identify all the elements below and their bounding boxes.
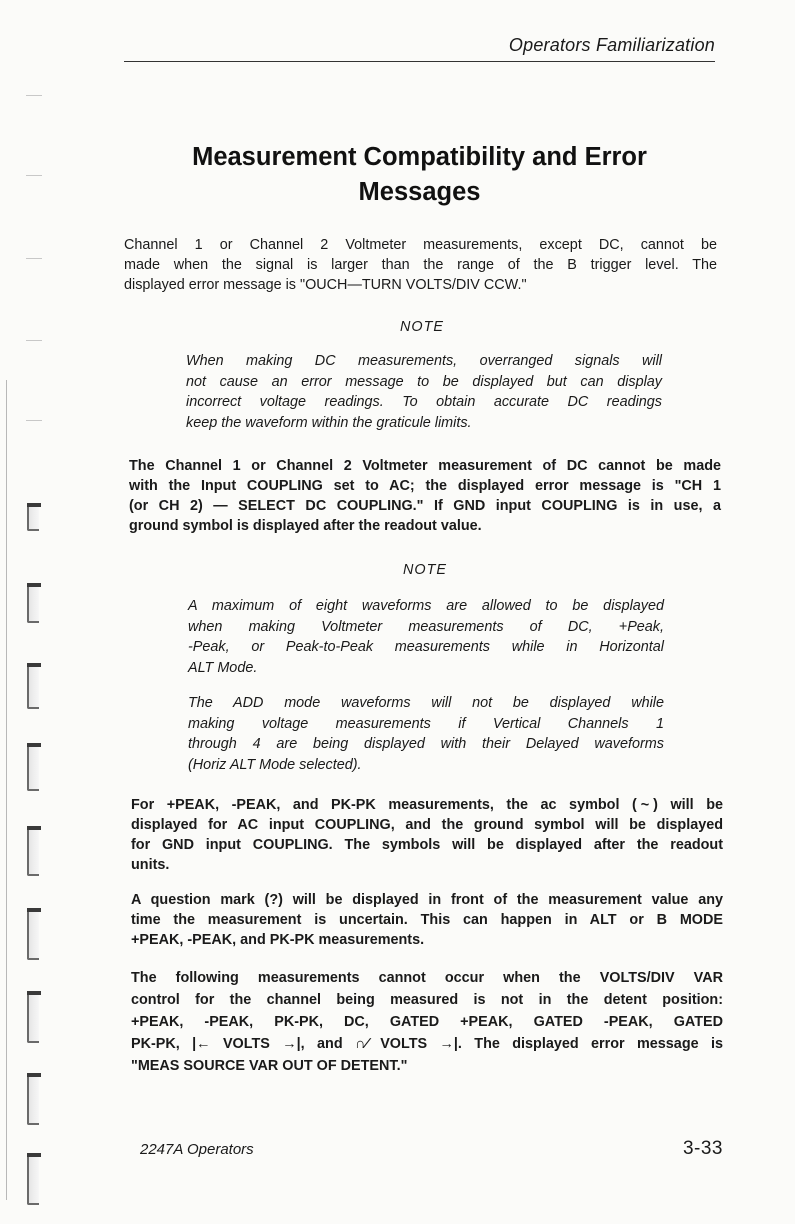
paragraph-var-detent <box>131 967 723 1077</box>
note-overrange <box>186 351 662 434</box>
text-line: -Peak, or Peak-to-Peak measurements while in Horizontal <box>188 639 664 656</box>
paragraph-range-error <box>124 235 717 295</box>
end-marker-icon: →| <box>439 1036 458 1052</box>
binding-hole <box>27 1155 39 1205</box>
section-title-line: Measurement Compatibility and Error <box>192 143 647 171</box>
binding-hole <box>27 910 39 960</box>
end-marker-icon: →| <box>282 1036 301 1052</box>
note-waveform-limit <box>188 596 664 679</box>
binding-tick <box>26 258 42 259</box>
text-line: not cause an error message to be displayed but can display <box>186 373 662 390</box>
slope-symbol-icon: ∩∕ <box>355 1036 368 1052</box>
text-segment: . The displayed error message is <box>457 1036 723 1052</box>
text-line: ALT Mode. <box>188 660 258 677</box>
paragraph-question-mark <box>131 890 723 950</box>
header-rule <box>124 61 715 62</box>
binding-hole <box>27 828 39 876</box>
text-line: for GND input COUPLING. The symbols will be displayed after the readout <box>131 837 723 853</box>
text-line: +PEAK, -PEAK, PK-PK, DC, GATED +PEAK, GATED -PEAK, GATED <box>131 1014 723 1030</box>
text-line: displayed error message is "OUCH—TURN VOLTS/DIV CCW." <box>124 277 527 293</box>
text-line: ground symbol is displayed after the readout value. <box>129 518 482 534</box>
binding-hole <box>27 665 39 709</box>
binding-tick <box>26 175 42 176</box>
binding-hole <box>27 505 39 531</box>
binding-hole <box>27 1075 39 1125</box>
text-segment: VOLTS <box>367 1036 440 1052</box>
text-line: (or CH 2) — SELECT DC COUPLING." If GND input COUPLING is in use, a <box>129 498 721 514</box>
text-line: Channel 1 or Channel 2 Voltmeter measurements, except DC, cannot be <box>124 237 717 253</box>
text-line: through 4 are being displayed with their Delayed waveforms <box>188 736 664 753</box>
text-line: time the measurement is uncertain. This can happen in ALT or B MODE <box>131 912 723 928</box>
binding-tick <box>26 95 42 96</box>
text-segment: VOLTS <box>210 1036 283 1052</box>
text-line: control for the channel being measured is not in the detent position: <box>131 992 723 1008</box>
binding-hole <box>27 993 39 1043</box>
note-label: NOTE <box>403 562 447 578</box>
text-segment: PK-PK, <box>131 1036 193 1052</box>
text-line: The ADD mode waveforms will not be displayed while <box>188 695 664 711</box>
text-line: The Channel 1 or Channel 2 Voltmeter measurement of DC cannot be made <box>129 458 721 474</box>
text-line: units. <box>131 857 170 873</box>
ac-symbol-icon: ~ <box>640 797 650 813</box>
paragraph-ac-symbol <box>131 795 723 875</box>
section-title <box>124 140 715 210</box>
note-add-mode <box>188 693 664 776</box>
text-line: When making DC measurements, overranged signals will <box>186 353 662 369</box>
page-number: 3-33 <box>682 1138 723 1159</box>
paragraph-dc-coupling <box>129 456 721 536</box>
note-label: NOTE <box>400 319 444 335</box>
text-line: (Horiz ALT Mode selected). <box>188 757 362 774</box>
text-line: making voltage measurements if Vertical Channels 1 <box>188 715 664 732</box>
start-marker-icon: |← <box>192 1036 211 1052</box>
text-line: "MEAS SOURCE VAR OUT OF DETENT." <box>131 1058 408 1074</box>
text-line: A question mark (?) will be displayed in front of the measurement value any <box>131 892 723 908</box>
text-line: made when the signal is larger than the range of the B trigger level. The <box>124 257 717 273</box>
binding-edge <box>0 0 42 1224</box>
text-line <box>131 795 723 815</box>
text-segment: For +PEAK, -PEAK, and PK-PK measurements, the ac symbol ( <box>131 797 637 813</box>
text-segment: ) will be <box>653 797 723 813</box>
binding-tick <box>26 340 42 341</box>
binding-hole <box>27 745 39 791</box>
binding-rule <box>6 380 7 1200</box>
text-segment: , and <box>300 1036 356 1052</box>
text-line <box>131 1033 723 1055</box>
text-line: +PEAK, -PEAK, and PK-PK measurements. <box>131 932 425 948</box>
text-line: when making Voltmeter measurements of DC, +Peak, <box>188 618 664 635</box>
text-line: The following measurements cannot occur when the VOLTS/DIV VAR <box>131 970 723 986</box>
text-line: displayed for AC input COUPLING, and the ground symbol will be displayed <box>131 817 723 833</box>
text-line: A maximum of eight waveforms are allowed to be displayed <box>188 598 664 614</box>
section-title-line: Messages <box>358 178 481 206</box>
binding-hole <box>27 585 39 623</box>
text-line: keep the waveform within the graticule limits. <box>186 415 472 432</box>
text-line: with the Input COUPLING set to AC; the displayed error message is "CH 1 <box>129 478 721 494</box>
binding-tick <box>26 420 42 421</box>
footer-manual-name: 2247A Operators <box>140 1141 254 1158</box>
text-line: incorrect voltage readings. To obtain accurate DC readings <box>186 394 662 411</box>
running-head: Operators Familiarization <box>508 35 715 55</box>
